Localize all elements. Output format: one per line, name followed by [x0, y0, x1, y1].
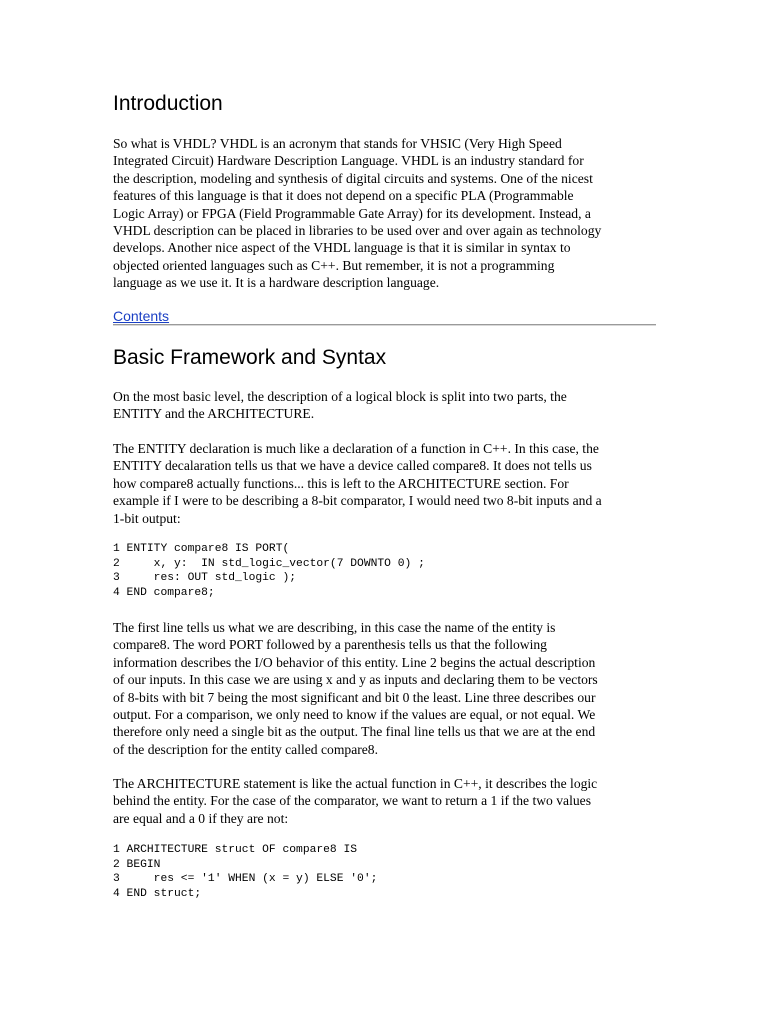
text-line: the description, modeling and synthesis of digital circuits and systems. One of the nicest [113, 170, 593, 186]
text-line: output. For a comparison, we only need to know if the values are equal, or not equal. We [113, 707, 596, 723]
code-line: 4 END struct; [113, 888, 202, 901]
text-line: objected oriented languages such as C++. But remember, it is not a programming [113, 257, 555, 273]
code-line: 3 res: OUT std_logic ); [113, 572, 297, 585]
code-line: 4 END compare8; [113, 587, 215, 600]
basic-paragraph-4 [113, 775, 658, 827]
text-line: So what is VHDL? VHDL is an acronym that stands for VHSIC (Very High Speed [113, 136, 562, 151]
text-line: Logic Array) or FPGA (Field Programmable Gate Array) for its development. Instead, a [113, 205, 591, 221]
text-line: therefore only need a single bit as the output. The final line tells us that we are at the end [113, 724, 596, 740]
text-line: language as we use it. It is a hardware description language. [113, 275, 440, 291]
basic-paragraph-1 [113, 388, 658, 423]
text-line: develops. Another nice aspect of the VHDL language is that it is similar in syntax to [113, 240, 571, 256]
code-line: 1 ARCHITECTURE struct OF compare8 IS [113, 844, 358, 856]
code-line: 2 x, y: IN std_logic_vector(7 DOWNTO 0) ; [113, 557, 425, 570]
text-line: example if I were to be describing a 8-bit comparator, I would need two 8-bit inputs and a [113, 493, 602, 509]
text-line: ENTITY and the ARCHITECTURE. [113, 406, 315, 422]
code-line: 1 ENTITY compare8 IS PORT( [113, 543, 290, 555]
introduction-heading: Introduction [113, 92, 223, 115]
text-line: of our inputs. In this case we are using x and y as inputs and declaring them to be vectors [113, 672, 598, 688]
text-line: Integrated Circuit) Hardware Description Language. VHDL is an industry standard for [113, 153, 584, 169]
text-line: are equal and a 0 if they are not: [113, 810, 289, 826]
code-line: 3 res <= '1' WHEN (x = y) ELSE '0'; [113, 873, 378, 886]
entity-code-block [113, 542, 658, 601]
text-line: 1-bit output: [113, 510, 181, 526]
text-line: features of this language is that it does not depend on a specific PLA (Programmable [113, 188, 574, 204]
text-line: The ARCHITECTURE statement is like the actual function in C++, it describes the logic [113, 776, 598, 791]
text-line: of the description for the entity called compare8. [113, 741, 378, 757]
text-line: of 8-bits with bit 7 being the most significant and bit 0 the least. Line three describes our [113, 689, 596, 705]
text-line: behind the entity. For the case of the comparator, we want to return a 1 if the two values [113, 793, 591, 809]
text-line: The ENTITY declaration is much like a declaration of a function in C++. In this case, the [113, 441, 599, 456]
introduction-paragraph [113, 135, 658, 292]
section-divider [113, 324, 656, 326]
basic-paragraph-3 [113, 619, 658, 758]
text-line: VHDL description can be placed in libraries to be used over and over again as technology [113, 223, 602, 239]
text-line: ENTITY decalaration tells us that we have a device called compare8. It does not tells us [113, 458, 592, 474]
text-line: information describes the I/O behavior of this entity. Line 2 begins the actual description [113, 654, 596, 670]
basic-paragraph-2 [113, 440, 658, 527]
text-line: On the most basic level, the description of a logical block is split into two parts, the [113, 389, 567, 404]
text-line: compare8. The word PORT followed by a parenthesis tells us that the following [113, 637, 547, 653]
code-line: 2 BEGIN [113, 858, 161, 871]
architecture-code-block [113, 843, 658, 902]
text-line: The first line tells us what we are describing, in this case the name of the entity is [113, 620, 556, 635]
text-line: how compare8 actually functions... this is left to the ARCHITECTURE section. For [113, 475, 569, 491]
basic-framework-heading: Basic Framework and Syntax [113, 346, 387, 369]
contents-link[interactable]: Contents [113, 308, 170, 324]
